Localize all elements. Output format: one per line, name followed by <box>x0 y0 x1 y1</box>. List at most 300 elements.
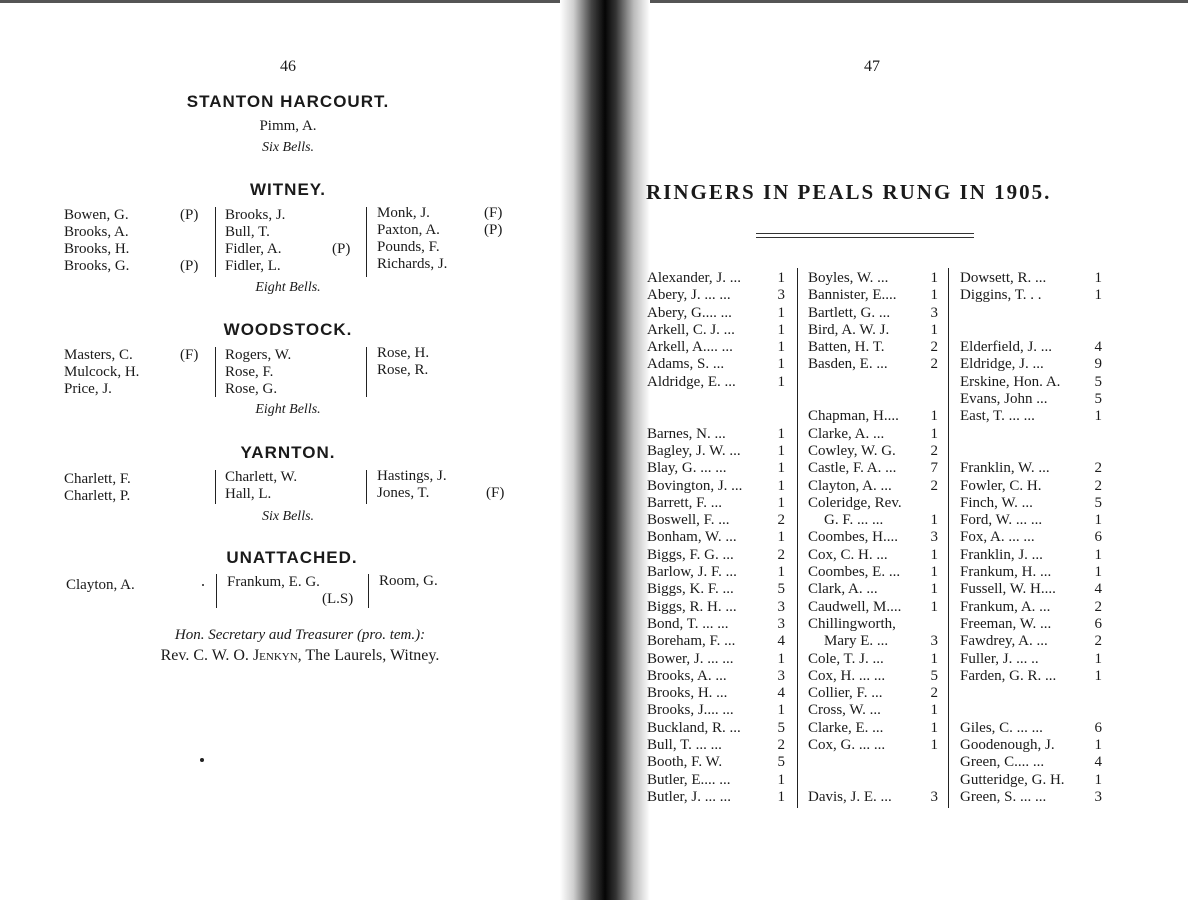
ringer-name: Chillingworth, <box>808 615 896 632</box>
ringer-row <box>647 581 785 598</box>
ringer-name: Boswell, F. ... <box>647 512 730 529</box>
ringer-row <box>808 287 938 304</box>
ringer-row <box>647 374 785 391</box>
ringer-row <box>960 391 1102 408</box>
section-title-witney: WITNEY. <box>250 180 326 199</box>
list-item: Pounds, F. <box>377 239 440 255</box>
column-divider <box>215 347 216 397</box>
ringer-row <box>808 564 938 581</box>
ringer-row <box>647 668 785 685</box>
list-item-note: (L.S) <box>322 591 354 607</box>
peal-count: 1 <box>1094 737 1102 754</box>
peal-count <box>1092 443 1102 460</box>
ringer-name: Giles, C. ... ... <box>960 719 1043 736</box>
peal-count: 2 <box>930 356 938 373</box>
peal-count: 1 <box>777 494 785 511</box>
ringer-row <box>647 599 785 616</box>
ringer-row <box>808 408 938 425</box>
ringer-row <box>647 789 785 806</box>
mark: (F) <box>180 347 199 363</box>
ringer-row <box>647 737 785 754</box>
mark: (F) <box>484 205 503 221</box>
peal-count: 1 <box>1094 546 1102 563</box>
list-item: Charlett, F. <box>64 471 131 487</box>
list-item: Hall, L. <box>225 486 272 502</box>
column-divider <box>948 268 949 808</box>
witney-col2-marks <box>332 207 350 275</box>
woodstock-col1 <box>64 347 139 398</box>
yarnton-bells: Six Bells. <box>261 509 315 524</box>
ringer-name: Biggs, R. H. ... <box>647 598 737 615</box>
ringer-row <box>960 408 1102 425</box>
ringer-row <box>647 356 785 373</box>
ringer-name: Bonham, W. ... <box>647 529 737 546</box>
ringer-row <box>808 789 938 806</box>
peal-count: 1 <box>930 702 938 719</box>
yarnton-col3 <box>377 468 447 502</box>
ringer-row <box>960 789 1102 806</box>
list-item: Fidler, A. <box>225 241 282 257</box>
ringer-row <box>647 460 785 477</box>
page-number-right: 47 <box>864 58 880 75</box>
ringer-row <box>808 702 938 719</box>
ringer-row <box>647 495 785 512</box>
page-edge-right <box>650 0 1188 3</box>
witney-bells: Eight Bells. <box>255 280 321 295</box>
ringer-name: Butler, E.... ... <box>647 771 731 788</box>
unattached-col1 <box>66 577 135 594</box>
mark <box>332 207 350 224</box>
list-item: Price, J. <box>64 381 112 397</box>
witney-col3 <box>377 205 447 273</box>
peal-count: 2 <box>930 477 938 494</box>
ringer-row <box>960 356 1102 373</box>
ringer-name: Brooks, H. ... <box>647 685 728 702</box>
ringer-name: Collier, F. ... <box>808 685 883 702</box>
secretary-line <box>60 647 540 665</box>
ringer-name: Ford, W. ... ... <box>960 512 1043 529</box>
peal-count: 5 <box>1094 494 1102 511</box>
ringer-name: Boyles, W. ... <box>808 270 889 286</box>
ringer-row <box>960 737 1102 754</box>
peal-count: 1 <box>1094 771 1102 788</box>
ringer-name: Cox, G. ... ... <box>808 737 886 754</box>
peal-count: 3 <box>777 598 785 615</box>
ringer-row <box>808 547 938 564</box>
ringer-row <box>808 356 938 373</box>
mark <box>484 239 502 256</box>
peal-count: 1 <box>1094 408 1102 425</box>
ringer-row <box>808 685 938 702</box>
ringer-name: Erskine, Hon. A. <box>960 373 1061 390</box>
ringer-name: Caudwell, M.... <box>808 598 902 615</box>
ringer-name: Clarke, E. ... <box>808 719 884 736</box>
peal-count <box>928 495 938 512</box>
peal-count: 1 <box>777 339 785 356</box>
peal-count: 2 <box>1094 598 1102 615</box>
ringer-name: Bond, T. ... ... <box>647 615 729 632</box>
ringer-name: Batten, H. T. <box>808 339 885 356</box>
column-divider <box>368 574 369 608</box>
mark <box>332 224 350 241</box>
list-item: Charlett, P. <box>64 488 131 504</box>
yarnton-col3-mark: (F) <box>486 485 505 501</box>
ringer-name: Fox, A. ... ... <box>960 529 1035 546</box>
peal-count: 4 <box>777 633 785 650</box>
mark <box>484 256 502 273</box>
ringer-name: Clayton, A. ... <box>808 477 892 494</box>
peal-count <box>1092 322 1102 339</box>
column-divider <box>216 574 217 608</box>
ringer-name: East, T. ... ... <box>960 408 1035 425</box>
ringer-row <box>960 616 1102 633</box>
peal-count: 2 <box>777 737 785 754</box>
ringer-row <box>808 651 938 668</box>
peal-count: 1 <box>930 512 938 529</box>
ringer-row <box>647 305 785 322</box>
ringer-name: Davis, J. E. ... <box>808 788 892 805</box>
page-edge-left <box>0 0 560 3</box>
ringer-row <box>647 287 785 304</box>
ringer-name: Cowley, W. G. <box>808 442 896 459</box>
ringer-name: Farden, G. R. ... <box>960 667 1057 684</box>
secretary-surname: Jenkyn <box>252 647 298 664</box>
unattached-col3 <box>379 573 438 590</box>
list-item: Masters, C. <box>64 347 133 363</box>
peal-count: 1 <box>930 564 938 581</box>
ringer-name: Mary E. ... <box>824 633 889 650</box>
ringer-row <box>808 460 938 477</box>
peal-count <box>775 408 785 425</box>
ringer-name: Chapman, H.... <box>808 408 899 425</box>
mark <box>180 224 198 241</box>
mark: (P) <box>180 258 199 274</box>
ringers-column-2 <box>808 270 938 806</box>
ringer-row <box>647 443 785 460</box>
ringer-name: Castle, F. A. ... <box>808 460 897 477</box>
ringer-name: Coleridge, Rev. <box>808 494 902 511</box>
peal-count: 3 <box>930 304 938 321</box>
ringer-name: Cross, W. ... <box>808 702 881 719</box>
print-speck <box>202 584 204 586</box>
woodstock-bells: Eight Bells. <box>255 402 321 417</box>
ringer-row <box>960 668 1102 685</box>
ringer-row <box>808 772 938 789</box>
woodstock-col1-marks <box>180 347 198 364</box>
list-item: Bull, T. <box>225 224 270 240</box>
ringer-name: Freeman, W. ... <box>960 615 1052 632</box>
secretary-address: , The Laurels, Witney. <box>297 647 440 664</box>
peal-count: 1 <box>777 304 785 321</box>
list-item: Frankum, E. G. <box>227 574 320 590</box>
ringer-name: Clark, A. ... <box>808 581 878 598</box>
peal-count: 1 <box>777 650 785 667</box>
peal-count: 5 <box>930 667 938 684</box>
ringer-row <box>808 668 938 685</box>
ringers-column-3 <box>960 270 1102 806</box>
ringer-row <box>808 339 938 356</box>
peal-count: 1 <box>1094 512 1102 529</box>
ringer-row <box>647 426 785 443</box>
ringer-row <box>647 408 785 425</box>
peal-count: 1 <box>930 425 938 442</box>
mark <box>332 258 350 275</box>
section-title-stanton-harcourt: STANTON HARCOURT. <box>186 92 390 111</box>
peal-count: 1 <box>1094 650 1102 667</box>
peal-count: 6 <box>1094 529 1102 546</box>
ringer-row <box>808 443 938 460</box>
peal-count: 1 <box>930 408 938 425</box>
ringer-name: Diggins, T. . . <box>960 287 1042 304</box>
peal-count <box>928 754 938 771</box>
ringer-row <box>960 443 1102 460</box>
ringer-row <box>808 581 938 598</box>
peal-count: 1 <box>1094 270 1102 286</box>
ringer-row <box>960 547 1102 564</box>
mark: (P) <box>484 222 503 238</box>
ringer-name: Barnes, N. ... <box>647 425 726 442</box>
peal-count: 1 <box>777 442 785 459</box>
ringer-name: Basden, E. ... <box>808 356 888 373</box>
ringer-row <box>960 754 1102 771</box>
ringer-name: Elderfield, J. ... <box>960 339 1053 356</box>
peal-count <box>1092 426 1102 443</box>
ringer-name: Abery, G.... ... <box>647 304 732 321</box>
ringer-row <box>960 322 1102 339</box>
ringer-name: Blay, G. ... ... <box>647 460 727 477</box>
ringer-row <box>808 426 938 443</box>
ringer-row <box>808 599 938 616</box>
peal-count <box>1092 305 1102 322</box>
peal-count: 1 <box>1094 667 1102 684</box>
peal-count: 7 <box>930 460 938 477</box>
ringer-name: Boreham, F. ... <box>647 633 736 650</box>
list-item: Charlett, W. <box>225 469 298 485</box>
column-divider <box>215 470 216 504</box>
ringer-name: Brooks, A. ... <box>647 667 727 684</box>
ringer-name: Franklin, W. ... <box>960 460 1050 477</box>
ringer-row <box>960 460 1102 477</box>
peal-count: 6 <box>1094 719 1102 736</box>
woodstock-col2 <box>225 347 291 398</box>
ringer-row <box>808 529 938 546</box>
ringer-row <box>808 720 938 737</box>
mark <box>180 241 198 258</box>
peal-count: 1 <box>930 650 938 667</box>
peal-count <box>928 391 938 408</box>
ringer-row <box>647 339 785 356</box>
ringer-name: Frankum, A. ... <box>960 598 1051 615</box>
peal-count: 1 <box>930 546 938 563</box>
peal-count: 1 <box>777 564 785 581</box>
yarnton-col1 <box>64 471 131 505</box>
ringer-row <box>960 633 1102 650</box>
peal-count: 1 <box>930 581 938 598</box>
ringer-name: Green, S. ... ... <box>960 788 1047 805</box>
ringer-row <box>960 702 1102 719</box>
ringer-row <box>808 616 938 633</box>
peal-count: 5 <box>1094 391 1102 408</box>
ringer-row <box>647 633 785 650</box>
ringer-name: Barrett, F. ... <box>647 494 723 511</box>
ringer-row <box>960 599 1102 616</box>
peal-count: 2 <box>777 546 785 563</box>
peal-count: 4 <box>1094 581 1102 598</box>
peal-count: 3 <box>930 788 938 805</box>
peal-count: 5 <box>777 581 785 598</box>
ringer-row <box>960 651 1102 668</box>
ringer-row <box>808 737 938 754</box>
ringer-name: Fussell, W. H.... <box>960 581 1056 598</box>
ringer-row <box>647 478 785 495</box>
peal-count: 1 <box>777 425 785 442</box>
mark: (P) <box>332 241 351 257</box>
ringer-name: G. F. ... ... <box>824 512 884 529</box>
ringer-name: Buckland, R. ... <box>647 719 741 736</box>
ringer-name: Fowler, C. H. <box>960 477 1042 494</box>
ringer-name: Bagley, J. W. ... <box>647 442 741 459</box>
peal-count: 1 <box>930 719 938 736</box>
title-rule-bottom <box>756 237 974 238</box>
ringer-name: Arkell, C. J. ... <box>647 321 735 338</box>
peal-count: 2 <box>1094 633 1102 650</box>
ringer-name: Goodenough, J. <box>960 737 1055 754</box>
ringer-row <box>808 270 938 287</box>
ringer-name: Green, C.... ... <box>960 754 1045 771</box>
list-item: Monk, J. <box>377 205 430 221</box>
ringer-row <box>808 305 938 322</box>
peal-count: 2 <box>777 512 785 529</box>
section-title-unattached: UNATTACHED. <box>226 548 358 567</box>
stanton-bells: Six Bells. <box>261 140 315 155</box>
peal-count: 2 <box>1094 460 1102 477</box>
peal-count: 5 <box>777 719 785 736</box>
ringer-row <box>960 581 1102 598</box>
ringer-name: Aldridge, E. ... <box>647 373 736 390</box>
ringer-row <box>808 322 938 339</box>
ringer-name: Bartlett, G. ... <box>808 304 891 321</box>
ringer-name: Fawdrey, A. ... <box>960 633 1048 650</box>
list-item: Rose, G. <box>225 381 278 397</box>
stanton-member: Pimm, A. <box>259 118 317 134</box>
ringer-name: Bovington, J. ... <box>647 477 743 494</box>
peal-count: 2 <box>930 339 938 356</box>
peal-count: 3 <box>930 529 938 546</box>
list-item: Rose, H. <box>377 345 430 361</box>
ringer-row <box>647 564 785 581</box>
list-item: Bowen, G. <box>64 207 129 223</box>
peal-count: 1 <box>777 771 785 788</box>
yarnton-col2 <box>225 469 297 503</box>
ringer-row <box>960 426 1102 443</box>
peal-count: 1 <box>777 373 785 390</box>
ringer-name: Gutteridge, G. H. <box>960 771 1065 788</box>
ringer-row <box>808 391 938 408</box>
column-divider <box>797 268 798 808</box>
peal-count: 1 <box>777 788 785 805</box>
ringer-row <box>647 702 785 719</box>
peal-count: 3 <box>1094 788 1102 805</box>
ringer-name: Clarke, A. ... <box>808 425 885 442</box>
peal-count: 1 <box>930 737 938 754</box>
ringer-row <box>960 270 1102 287</box>
ringer-name: Biggs, F. G. ... <box>647 546 734 563</box>
peal-count: 3 <box>930 633 938 650</box>
ringer-row <box>647 772 785 789</box>
peal-count <box>928 772 938 789</box>
ringer-row <box>808 512 938 529</box>
peal-count: 1 <box>777 460 785 477</box>
ringer-name: Biggs, K. F. ... <box>647 581 734 598</box>
ringer-row <box>647 547 785 564</box>
peal-count: 4 <box>777 685 785 702</box>
ringer-row <box>960 495 1102 512</box>
ringer-name: Cox, H. ... ... <box>808 667 886 684</box>
ringer-row <box>808 754 938 771</box>
ringer-name: Bird, A. W. J. <box>808 321 890 338</box>
ringer-name: Finch, W. ... <box>960 494 1033 511</box>
ringer-row <box>960 305 1102 322</box>
print-speck <box>200 758 204 762</box>
ringer-row <box>960 720 1102 737</box>
peal-count: 1 <box>777 270 785 286</box>
ringer-name: Bower, J. ... ... <box>647 650 734 667</box>
ringer-row <box>960 512 1102 529</box>
ringer-name: Coombes, H.... <box>808 529 898 546</box>
ringer-name: Barlow, J. F. ... <box>647 564 737 581</box>
peal-count: 3 <box>777 667 785 684</box>
list-item: Rose, F. <box>225 364 274 380</box>
peal-count: 1 <box>930 598 938 615</box>
peal-count: 1 <box>777 529 785 546</box>
ringer-name: Butler, J. ... ... <box>647 788 731 805</box>
ringer-name: Cox, C. H. ... <box>808 546 888 563</box>
title-rule-top <box>756 233 974 234</box>
ringer-name: Arkell, A.... ... <box>647 339 733 356</box>
ringer-name: Bull, T. ... ... <box>647 737 722 754</box>
ringer-name: Cole, T. J. ... <box>808 650 884 667</box>
peal-count: 5 <box>1094 373 1102 390</box>
ringer-name: Dowsett, R. ... <box>960 270 1047 286</box>
witney-col1 <box>64 207 129 275</box>
peal-count: 1 <box>777 702 785 719</box>
ringer-row <box>960 772 1102 789</box>
unattached-col2 <box>227 574 353 608</box>
peal-count: 3 <box>777 615 785 632</box>
peal-count <box>1092 702 1102 719</box>
ringer-name: Booth, F. W. <box>647 754 723 771</box>
page-title: RINGERS IN PEALS RUNG IN 1905. <box>646 180 1052 204</box>
peal-count: 3 <box>777 287 785 304</box>
peal-count <box>1092 685 1102 702</box>
ringer-row <box>647 616 785 633</box>
ringer-row <box>647 391 785 408</box>
witney-col3-marks <box>484 205 502 273</box>
ringer-row <box>960 529 1102 546</box>
page-number-left: 46 <box>280 58 296 75</box>
ringer-row <box>808 495 938 512</box>
peal-count: 1 <box>777 477 785 494</box>
peal-count: 2 <box>930 442 938 459</box>
peal-count <box>928 616 938 633</box>
peal-count: 9 <box>1094 356 1102 373</box>
ringer-row <box>647 754 785 771</box>
ringer-row <box>647 651 785 668</box>
peal-count: 4 <box>1094 754 1102 771</box>
secretary-heading: Hon. Secretary aud Treasurer (pro. tem.): <box>174 627 426 643</box>
witney-col2 <box>225 207 285 275</box>
ringers-column-1 <box>647 270 785 806</box>
